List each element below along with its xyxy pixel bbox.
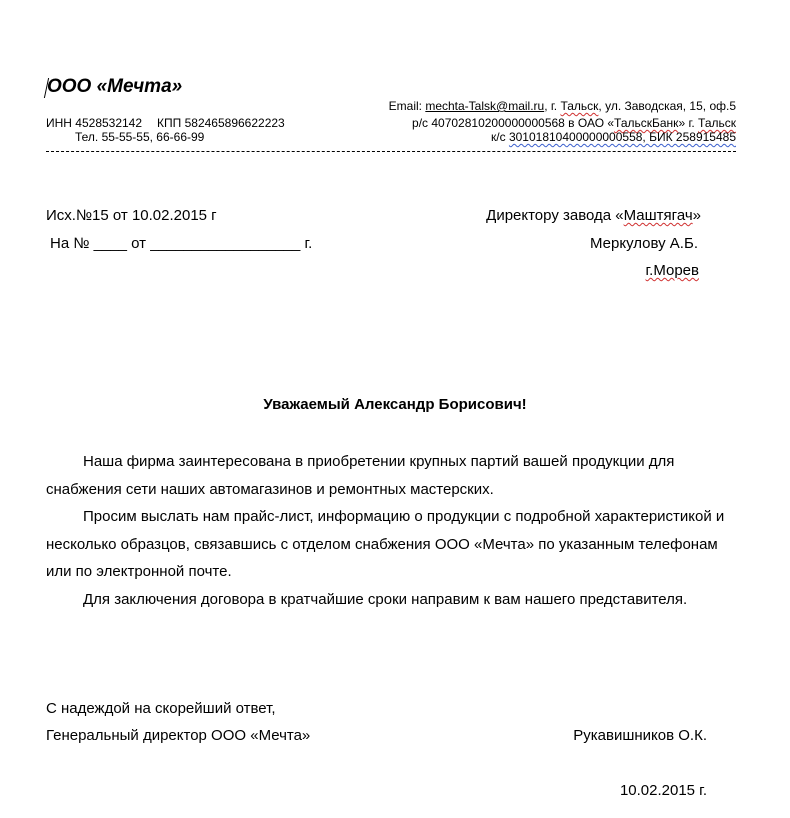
company-name: ООО «Мечта» xyxy=(47,76,183,97)
addressee-position-prefix: Директору завода « xyxy=(486,207,624,224)
body-paragraph-2-text: Просим выслать нам прайс-лист, информацию о продукции с подробной характеристикой и несколько образцов, связавшись с отделом снабжения ООО «Мечта» по указанным телефонам или по электронной почте. xyxy=(46,508,725,580)
address-prefix: , г. xyxy=(544,99,561,113)
body-paragraph-1 xyxy=(46,448,746,503)
tax-ids xyxy=(46,116,285,130)
greeting: Уважаемый Александр Борисович! xyxy=(263,396,527,413)
address-street: , ул. Заводская, 15, оф.5 xyxy=(598,99,736,113)
kpp: КПП 582465896622223 xyxy=(157,116,285,130)
address-city: Тальск xyxy=(560,99,599,113)
rs-prefix: р/с 40702810200000000568 в ОАО « xyxy=(412,116,615,130)
email-label: Email: xyxy=(388,99,426,113)
addressee-city xyxy=(646,262,699,279)
addressee-city-text: г.Морев xyxy=(645,262,699,279)
incoming-reference: На № ____ от __________________ г. xyxy=(50,235,313,252)
body-paragraph-1-text: Наша фирма заинтересована в приобретении крупных партий вашей продукции для снабжения сети наших автомагазинов и ремонтных мастерских. xyxy=(46,453,675,498)
signer-position: Генеральный директор ООО «Мечта» xyxy=(46,727,311,744)
outgoing-reference: Исх.№15 от 10.02.2015 г xyxy=(46,207,217,224)
ks-bik: 30101810400000000558, БИК 258915485 xyxy=(508,130,736,144)
body-paragraph-3 xyxy=(46,586,746,614)
header-divider xyxy=(46,151,736,152)
phone-numbers: Тел. 55-55-55, 66-66-99 xyxy=(75,130,205,144)
rs-mid: » г. xyxy=(678,116,699,130)
ks-prefix: к/с xyxy=(491,130,509,144)
addressee-position xyxy=(486,207,701,224)
email-address-line xyxy=(389,99,736,113)
email-link[interactable]: mechta-Talsk@mail.ru xyxy=(425,99,545,113)
closing-phrase: С надеждой на скорейший ответ, xyxy=(46,700,276,717)
bank-name: ТальскБанк xyxy=(614,116,679,130)
addressee-name: Меркулову А.Б. xyxy=(589,235,698,252)
factory-name: Маштягач xyxy=(623,207,693,224)
addressee-position-suffix: » xyxy=(692,207,701,224)
body-paragraph-3-text: Для заключения договора в кратчайшие сроки направим к вам нашего представителя. xyxy=(83,591,688,608)
signer-name: Рукавишников О.К. xyxy=(573,727,707,744)
correspondent-account-line xyxy=(491,130,736,144)
letter-date: 10.02.2015 г. xyxy=(619,782,707,799)
inn: ИНН 4528532142 xyxy=(46,116,143,130)
bank-account-line xyxy=(412,116,736,130)
body-paragraph-2 xyxy=(46,503,746,586)
bank-city: Тальск xyxy=(698,116,736,130)
